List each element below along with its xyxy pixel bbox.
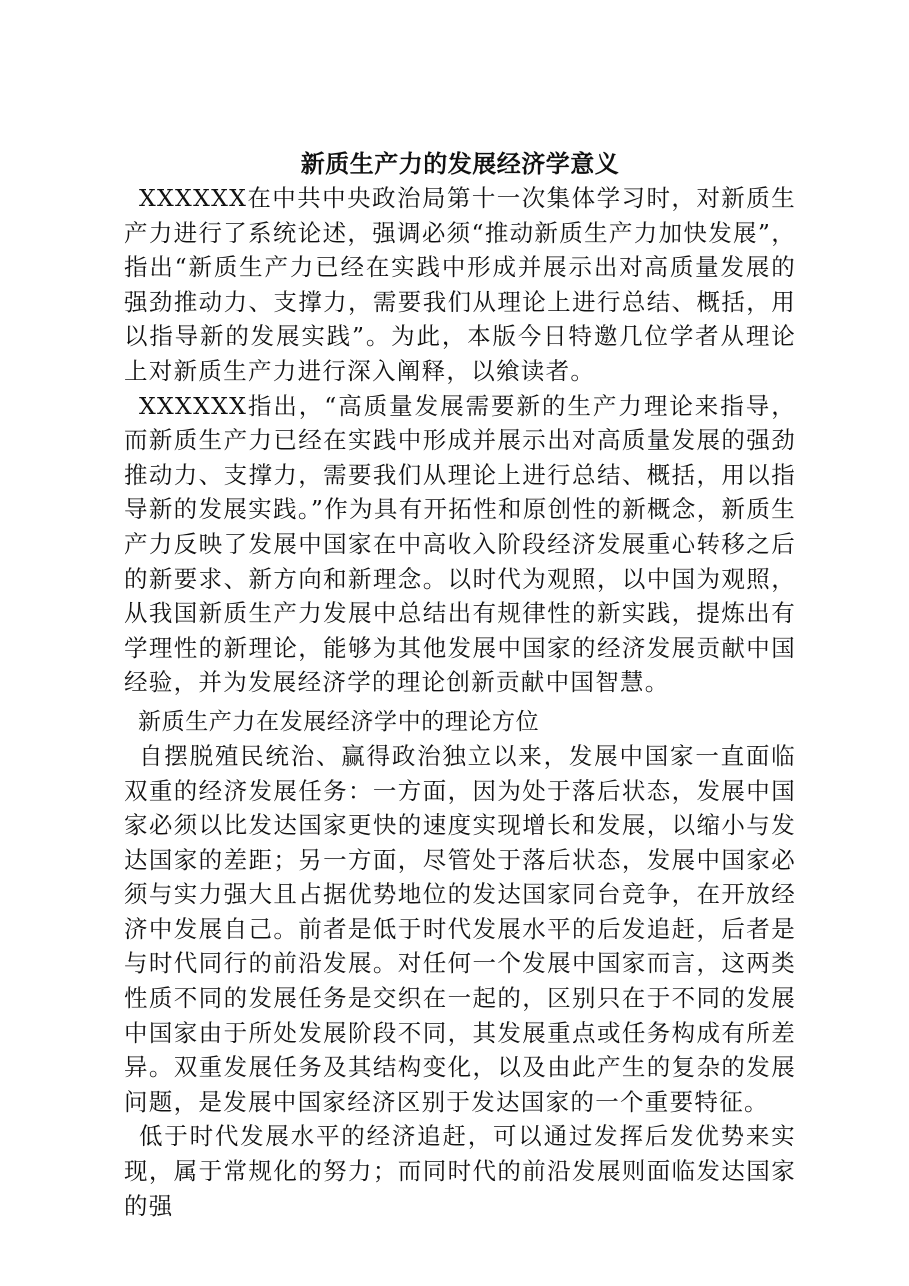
body-paragraph: XXXXXX指出，“高质量发展需要新的生产力理论来指导，而新质生产力已经在实践中形成并展示出对高质量发展的强劲推动力、支撑力，需要我们从理论上进行总结、概括，用以指导新的发展实践。”作为具有开拓性和原创性的新概念，新质生产力反映了发展中国家在中高收入阶段经济发展重心转移之后的新要求、新方向和新理念。以时代为观照，以中国为观照，从我国新质生产力发展中总结出有规律性的新实践，提炼出有学理性的新理论，能够为其他发展中国家的经济发展贡献中国经验，并为发展经济学的理论创新贡献中国智慧。	[124, 391, 796, 697]
section-paragraph: 自摆脱殖民统治、赢得政治独立以来，发展中国家一直面临双重的经济发展任务：一方面，因为处于落后状态，发展中国家必须以比发达国家更快的速度实现增长和发展，以缩小与发达国家的差距；另一方面，尽管处于落后状态，发展中国家必须与实力强大且占据优势地位的发达国家同台竞争，在开放经济中发展自己。前者是低于时代发展水平的后发追赶，后者是与时代同行的前沿发展。对任何一个发展中国家而言，这两类性质不同的发展任务是交织在一起的，区别只在于不同的发展中国家由于所处发展阶段不同，其发展重点或任务构成有所差异。双重发展任务及其结构变化，以及由此产生的复杂的发展问题，是发展中国家经济区别于发达国家的一个重要特征。	[124, 741, 796, 1116]
section-paragraph: 低于时代发展水平的经济追赶，可以通过发挥后发优势来实现，属于常规化的努力；而同时代的前沿发展则面临发达国家的强	[124, 1122, 796, 1220]
document-body	[124, 147, 796, 1223]
section-heading: 新质生产力在发展经济学中的理论方位	[138, 708, 540, 735]
document-title: 新质生产力的发展经济学意义	[300, 149, 620, 178]
intro-paragraph: XXXXXX在中共中央政治局第十一次集体学习时，对新质生产力进行了系统论述，强调必须“推动新质生产力加快发展”，指出“新质生产力已经在实践中形成并展示出对高质量发展的强劲推动力、支撑力，需要我们从理论上进行总结、概括，用以指导新的发展实践”。为此，本版今日特邀几位学者从理论上对新质生产力进行深入阐释，以飨读者。	[124, 184, 796, 385]
